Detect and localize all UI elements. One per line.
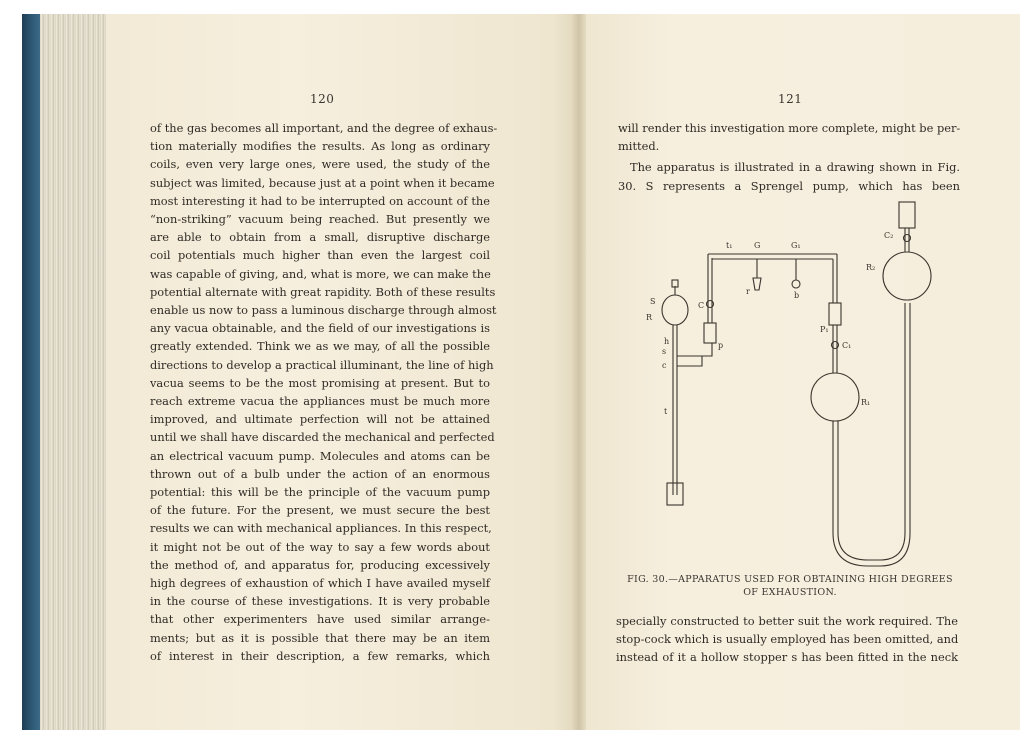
label-c-small: c bbox=[662, 361, 667, 370]
text-line: vacua seems to be the most promising at present. But to bbox=[150, 375, 490, 390]
text-line: of the gas becomes all important, and the degree of exhaus- bbox=[150, 121, 498, 135]
text-line: The apparatus is illustrated in a drawing shown in Fig. bbox=[630, 160, 960, 175]
text-line: ments; but as it is possible that there may be an item bbox=[150, 630, 490, 645]
book-spine bbox=[22, 14, 40, 730]
text-line: was capable of giving, and, what is more, we can make the bbox=[150, 266, 491, 281]
text-line: of interest in their description, a few remarks, which bbox=[150, 648, 490, 663]
label-b: b bbox=[794, 291, 800, 300]
label-c1: C₁ bbox=[842, 341, 852, 350]
text-line: any vacua obtainable, and the field of our investigations is bbox=[150, 321, 490, 336]
text-line: instead of it a hollow stopper s has been fitted in the neck bbox=[616, 650, 958, 665]
label-c2: C₂ bbox=[884, 231, 894, 240]
text-line: enable us now to pass a luminous discharge through almost bbox=[150, 303, 497, 318]
reservoir-r bbox=[662, 295, 688, 325]
label-c: C bbox=[698, 301, 705, 310]
right-page-bottom-text bbox=[616, 612, 958, 667]
caption-line: OF EXHAUSTION. bbox=[743, 587, 837, 598]
caption-line: FIG. 30.—APPARATUS USED FOR OBTAINING HIGH DEGREES bbox=[627, 574, 953, 585]
text-line: greatly extended. Think we as we may, of all the possible bbox=[150, 339, 490, 354]
text-line: high degrees of exhaustion of which I have availed myself bbox=[150, 576, 490, 591]
figure-caption bbox=[605, 573, 975, 599]
text-line: an electrical vacuum pump. Molecules and atoms can be bbox=[150, 448, 490, 463]
label-s-upper: S bbox=[650, 297, 656, 306]
label-g1: G₁ bbox=[791, 241, 801, 250]
top-cup bbox=[899, 202, 915, 228]
label-r1: R₁ bbox=[861, 398, 871, 407]
label-s: s bbox=[662, 347, 667, 356]
text-line: it might not be out of the way to say a few words about bbox=[150, 539, 490, 554]
text-line: will render this investigation more complete, might be per- bbox=[618, 121, 961, 135]
bulb-r2 bbox=[883, 252, 931, 300]
label-r: R bbox=[646, 313, 653, 322]
text-line: are able to obtain from a small, disruptive discharge bbox=[150, 230, 490, 245]
label-g: G bbox=[754, 241, 761, 250]
text-line: the method of, and apparatus for, producing excessively bbox=[150, 557, 490, 572]
right-page-number: 121 bbox=[778, 92, 803, 106]
label-t: t bbox=[664, 407, 668, 416]
text-line: most interesting it had to be interrupted on account of the bbox=[150, 193, 490, 208]
text-line: directions to develop a practical illuminant, the line of high bbox=[150, 357, 494, 372]
bulb-r1 bbox=[811, 373, 859, 421]
page-edges bbox=[40, 14, 106, 730]
text-line: coil potentials much higher than even the largest coil bbox=[150, 248, 490, 263]
text-line: until we shall have discarded the mechanical and perfected bbox=[150, 430, 495, 445]
label-t1: t₁ bbox=[726, 241, 733, 250]
label-p: p bbox=[718, 341, 724, 350]
text-line: tion materially modifies the results. As long as ordinary bbox=[150, 139, 490, 154]
left-page-number: 120 bbox=[310, 92, 335, 106]
label-r-small: r bbox=[746, 287, 750, 296]
text-line: results we can with mechanical appliances. In this respect, bbox=[150, 521, 492, 536]
text-line: in the course of these investigations. It is very probable bbox=[150, 594, 490, 609]
text-line: potential alternate with great rapidity. Both of these results bbox=[150, 284, 496, 299]
text-line: potential: this will be the principle of the vacuum pump bbox=[150, 485, 490, 500]
gauge-g bbox=[753, 278, 761, 290]
label-r2: R₂ bbox=[866, 263, 876, 272]
text-line: “non-striking” vacuum being reached. But presently we bbox=[150, 212, 490, 227]
text-line: stop-cock which is usually employed has been omitted, and bbox=[616, 632, 959, 647]
book-gutter bbox=[572, 14, 586, 730]
text-line: 30. S represents a Sprengel pump, which has been bbox=[618, 178, 960, 193]
text-line: thrown out of a bulb under the action of an enormous bbox=[150, 466, 490, 481]
text-line: improved, and ultimate perfection will not be attained bbox=[150, 412, 490, 427]
label-h: h bbox=[664, 337, 670, 346]
text-line: specially constructed to better suit the work required. The bbox=[616, 614, 958, 628]
mercury-cup bbox=[667, 483, 683, 505]
text-line: subject was limited, because just at a point when it became bbox=[150, 175, 495, 190]
text-line: coils, even very large ones, were used, the study of the bbox=[150, 157, 490, 172]
label-p1: P₁ bbox=[820, 325, 829, 334]
apparatus-figure bbox=[640, 198, 960, 573]
gauge-g1 bbox=[792, 280, 800, 288]
text-line: mitted. bbox=[618, 139, 660, 154]
text-line: of the future. For the present, we must secure the best bbox=[150, 503, 490, 518]
left-page-text bbox=[150, 119, 498, 665]
text-line: that other experimenters have used similar arrange- bbox=[150, 612, 490, 627]
right-page-top-text bbox=[618, 119, 960, 195]
text-line: reach extreme vacua the appliances must be much more bbox=[150, 394, 490, 409]
